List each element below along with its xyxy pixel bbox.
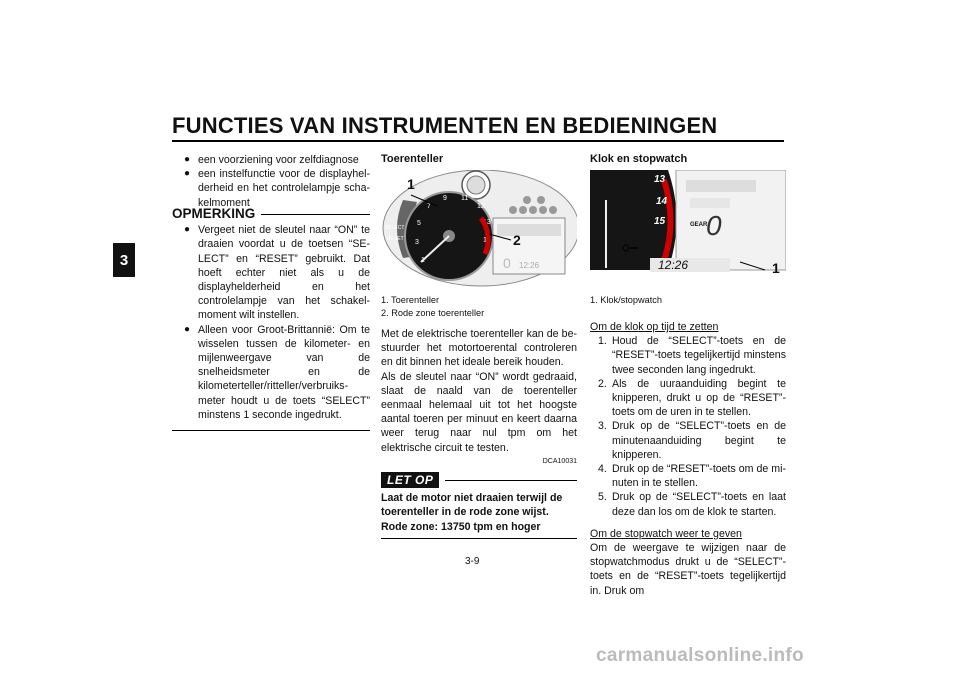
tachometer-paragraph-2: Als de sleutel naar “ON” wordt gedraaid, slaat de naald van de toerenteller eenmaal helemaal uit tot het hoogste aantal toeren per minuut en keert daarna weer terug naar nul tpm om het elektrische circuit te testen. <box>381 370 577 454</box>
bullet-icon: ● <box>184 154 191 165</box>
scale-15: 15 <box>654 216 666 227</box>
clock-readout: 12:26 <box>658 258 689 272</box>
svg-text:3: 3 <box>415 239 419 246</box>
feature-list <box>184 153 370 210</box>
right-text <box>590 320 786 598</box>
doc-code: DCA10031 <box>542 457 577 465</box>
clock-steps <box>590 334 786 519</box>
bullet-icon: ● <box>184 168 191 180</box>
tachometer-heading: Toerenteller <box>381 153 444 165</box>
svg-text:5: 5 <box>417 220 421 227</box>
caption-2: 2. Rode zone toerenteller <box>381 307 485 318</box>
caution-text: Laat de motor niet draaien terwijl de toerenteller in de rode zone wijst. Rode zone: 13750 tpm en hoger <box>381 492 563 533</box>
clock-figure <box>590 170 786 288</box>
bullet-icon: ● <box>184 224 191 236</box>
list-item: 2. Als de uuraanduiding begint te knipperen, drukt u op de “RESET”-toets om de uren in te stellen. <box>598 377 786 419</box>
callout-1: 1 <box>772 260 780 276</box>
svg-text:12:26: 12:26 <box>519 261 540 270</box>
svg-text:14: 14 <box>483 237 491 244</box>
page-number: 3-9 <box>465 556 480 567</box>
svg-text:11: 11 <box>461 195 469 202</box>
chapter-tab: 3 <box>113 243 135 277</box>
list-item: 5. Druk op de “SELECT”-toets en laat deze dan los om de klok te starten. <box>598 491 786 518</box>
list-item: 1. Houd de “SELECT”-toets en de “RESET”-toets tegelijkertijd minstens twee seconden lang ingedrukt. <box>598 335 786 376</box>
scale-14: 14 <box>656 196 668 207</box>
svg-text:12: 12 <box>477 203 485 210</box>
callout-2: 2 <box>513 232 521 248</box>
footer-watermark: carmanualsonline.info <box>596 645 804 666</box>
note-end-rule <box>172 430 370 431</box>
title-rule <box>172 140 784 142</box>
clock-heading: Klok en stopwatch <box>590 153 688 165</box>
caution-heading <box>381 472 577 488</box>
note-box <box>172 207 370 431</box>
svg-text:13: 13 <box>483 219 491 226</box>
note-heading: OPMERKING <box>172 207 370 221</box>
bullet-icon: ● <box>184 323 191 335</box>
svg-text:7: 7 <box>427 203 431 210</box>
stopwatch-subheading: Om de stopwatch weer te geven <box>590 527 742 540</box>
gear-label: GEAR <box>690 222 708 228</box>
caption-1: 1. Toerenteller <box>381 295 440 305</box>
list-item: ● een voorziening voor zelfdiagnose <box>184 154 359 166</box>
svg-text:0: 0 <box>503 255 511 271</box>
clock-caption: 1. Klok/stopwatch <box>590 295 663 305</box>
tachometer-paragraph-1: Met de elektrische toerenteller kan de bestuurder het motortoerental controleren en dit binnen het ideale bereik houden. <box>381 328 577 369</box>
list-item: ● Alleen voor Groot-Brittannië: Om te wisselen tussen de kilometer- en mijlenweergave van de snelheidsmeter en de kilometerteller/ritteller/verbruiksmeter houdt u de toets “SELECT” minstens 1 seconde ingedrukt. <box>184 323 370 421</box>
tachometer-figure <box>381 170 577 288</box>
svg-text:1: 1 <box>421 257 425 264</box>
select-key-label: SELECT <box>385 225 405 231</box>
page-title: FUNCTIES VAN INSTRUMENTEN EN BEDIENINGEN <box>172 113 718 138</box>
list-item: 3. Druk op de “SELECT”-toets en de minutenaanduiding begint te knipperen. <box>598 420 786 461</box>
stopwatch-paragraph: Om de weergave te wijzigen naar de stopwatchmodus drukt u de “SELECT”-toets en de “RESET”-toets tegelijkertijd in. Druk om <box>590 542 786 597</box>
middle-text <box>381 327 577 539</box>
callout-1: 1 <box>407 176 415 192</box>
list-item: ● Vergeet niet de sleutel naar “ON” te draaien voordat u de toetsen “SELECT” en “RESET” gebruikt. Dat hoeft echter niet als u de displayhelderheid en het controlelampje van het schakelmoment wilt instellen. <box>184 224 370 322</box>
tachometer-captions <box>381 294 577 319</box>
list-item: ● een instelfunctie voor de displayhelderheid en het controlelampje schakelmoment <box>184 168 370 209</box>
scale-13: 13 <box>654 174 666 185</box>
caution-end-rule <box>381 538 577 539</box>
note-list <box>184 223 370 422</box>
svg-text:9: 9 <box>443 195 447 202</box>
caution-badge: LET OP <box>381 472 439 488</box>
set-clock-subheading: Om de klok op tijd te zetten <box>590 321 719 333</box>
left-column <box>184 153 370 210</box>
reset-key-label: RESET <box>387 236 404 242</box>
list-item: 4. Druk op de “RESET”-toets om de minuten in te stellen. <box>598 463 786 490</box>
gear-digit: 0 <box>706 210 722 241</box>
